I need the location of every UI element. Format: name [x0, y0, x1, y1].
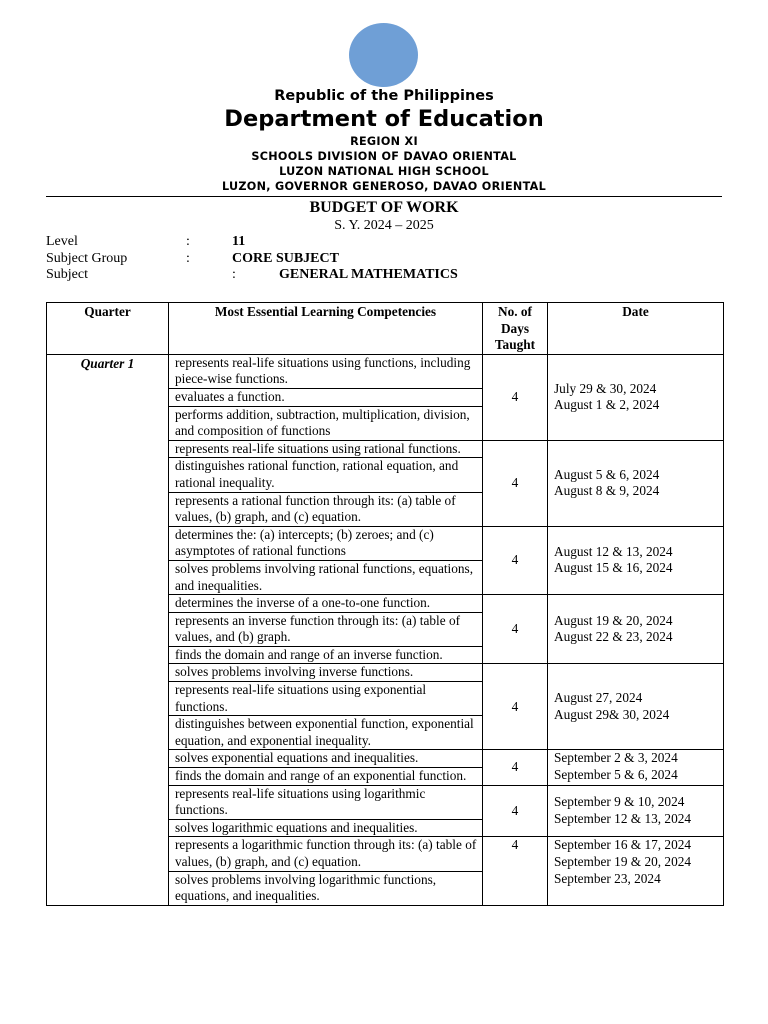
days-header: No. of Days Taught	[483, 303, 548, 355]
subject-colon: :	[232, 267, 236, 282]
date-cell	[548, 526, 724, 594]
document-title: BUDGET OF WORK	[309, 199, 459, 216]
subject-group-colon: :	[186, 251, 190, 266]
quarter-cell: Quarter 1	[47, 354, 169, 905]
date-line: September 5 & 6, 2024	[554, 767, 678, 783]
subject-group-label: Subject Group	[46, 251, 128, 266]
budget-of-work-table	[46, 302, 724, 906]
competency-cell: solves logarithmic equations and inequalities.	[169, 819, 483, 837]
subject-group-value: CORE SUBJECT	[232, 251, 339, 266]
date-line: August 29& 30, 2024	[554, 706, 670, 722]
republic-heading: Republic of the Philippines	[274, 88, 494, 104]
competency-cell: solves problems involving rational functions, equations, and inequalities.	[169, 560, 483, 594]
competency-cell: performs addition, subtraction, multiplication, division, and composition of functions	[169, 406, 483, 440]
competency-cell: finds the domain and range of an exponential function.	[169, 768, 483, 786]
date-line: August 22 & 23, 2024	[554, 629, 673, 645]
competency-cell: represents real-life situations using exponential functions.	[169, 682, 483, 716]
days-cell: 4	[483, 785, 548, 837]
competency-cell: represents real-life situations using rational functions.	[169, 440, 483, 458]
date-line: August 27, 2024	[554, 690, 643, 706]
competency-cell: represents an inverse function through its: (a) table of values, and (b) graph.	[169, 612, 483, 646]
date-line: August 5 & 6, 2024	[554, 466, 660, 482]
date-line: August 12 & 13, 2024	[554, 543, 673, 559]
school-line: LUZON NATIONAL HIGH SCHOOL	[279, 165, 489, 178]
level-colon: :	[186, 234, 190, 249]
quarter-header: Quarter	[47, 303, 169, 355]
days-cell: 4	[483, 664, 548, 750]
date-cell	[548, 785, 724, 837]
level-value: 11	[232, 234, 246, 249]
competency-cell: represents real-life situations using logarithmic functions.	[169, 785, 483, 819]
address-line: LUZON, GOVERNOR GENEROSO, DAVAO ORIENTAL	[221, 180, 547, 193]
competency-cell: solves problems involving inverse functions.	[169, 664, 483, 682]
days-cell: 4	[483, 595, 548, 664]
date-line: August 8 & 9, 2024	[554, 483, 660, 499]
subject-label: Subject	[46, 267, 88, 282]
date-cell	[548, 440, 724, 526]
region-line: REGION XI	[350, 135, 418, 148]
date-cell	[548, 664, 724, 750]
days-cell: 4	[483, 440, 548, 526]
date-line: September 12 & 13, 2024	[554, 811, 692, 827]
date-line: August 15 & 16, 2024	[554, 560, 673, 576]
date-line: September 19 & 20, 2024	[554, 854, 692, 869]
date-line: August 19 & 20, 2024	[554, 612, 673, 628]
level-label: Level	[46, 234, 78, 249]
date-line: July 29 & 30, 2024	[554, 380, 657, 396]
date-header: Date	[548, 303, 724, 355]
date-line: September 9 & 10, 2024	[554, 794, 685, 810]
subject-value: GENERAL MATHEMATICS	[279, 267, 458, 282]
division-line: SCHOOLS DIVISION OF DAVAO ORIENTAL	[251, 150, 517, 163]
days-cell: 4	[483, 526, 548, 594]
competency-cell: finds the domain and range of an inverse function.	[169, 646, 483, 664]
competency-cell: represents a rational function through its: (a) table of values, (b) graph, and (c) equation.	[169, 492, 483, 526]
school-year: S. Y. 2024 – 2025	[334, 218, 434, 233]
date-line: August 1 & 2, 2024	[554, 397, 660, 413]
date-cell	[548, 837, 724, 905]
date-cell	[548, 354, 724, 440]
competency-cell: represents a logarithmic function through its: (a) table of values, (b) graph, and (c) equation.	[169, 837, 483, 871]
competency-cell: represents real-life situations using functions, including piece-wise functions.	[169, 354, 483, 388]
header-divider	[46, 196, 722, 197]
date-cell	[548, 750, 724, 785]
competency-cell: determines the: (a) intercepts; (b) zeroes; and (c) asymptotes of rational functions	[169, 526, 483, 560]
date-line: September 2 & 3, 2024	[554, 750, 678, 766]
competency-cell: evaluates a function.	[169, 388, 483, 406]
date-line: September 16 & 17, 2024	[554, 837, 692, 853]
competency-cell: solves exponential equations and inequalities.	[169, 750, 483, 768]
competency-cell: solves problems involving logarithmic functions, equations, and inequalities.	[169, 871, 483, 905]
days-cell: 4	[483, 837, 548, 905]
date-cell	[548, 595, 724, 664]
date-line: September 23, 2024	[554, 870, 661, 886]
competency-cell: determines the inverse of a one-to-one function.	[169, 595, 483, 613]
department-heading: Department of Education	[224, 106, 544, 132]
competencies-header: Most Essential Learning Competencies	[169, 303, 483, 355]
days-cell: 4	[483, 750, 548, 785]
deped-seal	[349, 23, 418, 87]
competency-cell: distinguishes between exponential function, exponential equation, and exponential inequality.	[169, 716, 483, 750]
days-cell: 4	[483, 354, 548, 440]
competency-cell: distinguishes rational function, rational equation, and rational inequality.	[169, 458, 483, 492]
